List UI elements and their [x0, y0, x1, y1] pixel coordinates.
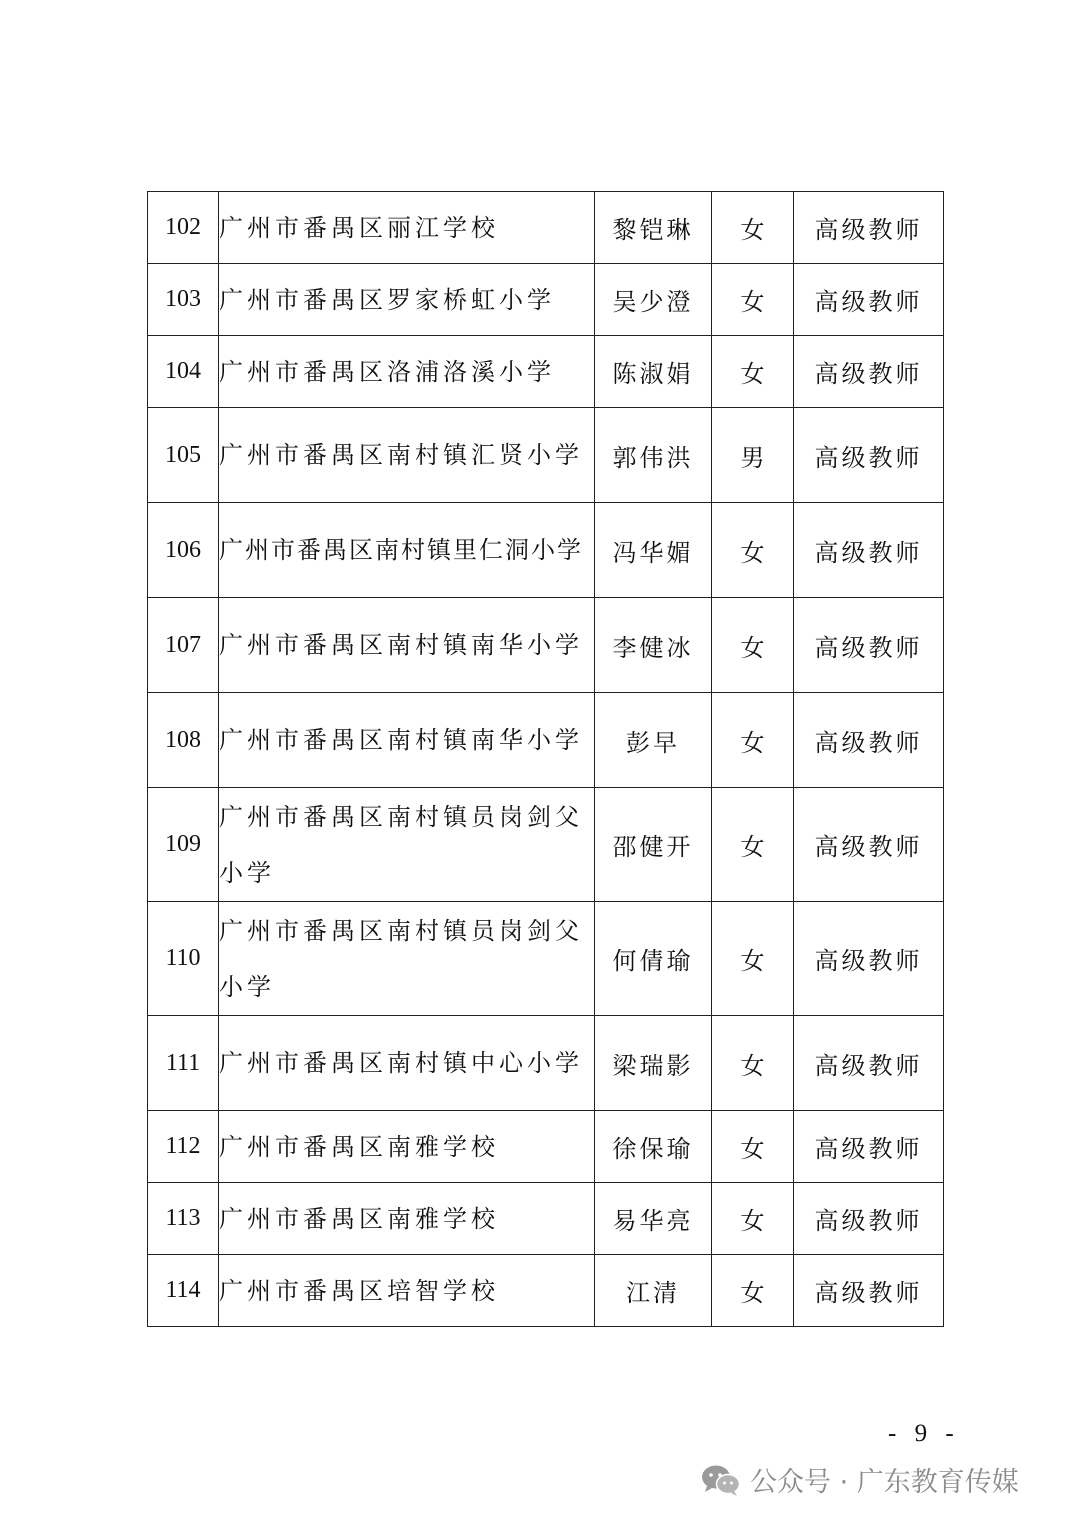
teacher-name: 易华亮: [595, 1183, 712, 1255]
table-row: [148, 598, 944, 693]
professional-title: 高级教师: [794, 503, 944, 598]
gender: 女: [712, 1111, 794, 1183]
teacher-name: 何倩瑜: [595, 902, 712, 1016]
row-number: 107: [148, 598, 219, 693]
teacher-name: 黎铠琳: [595, 192, 712, 264]
teacher-name: 梁瑞影: [595, 1016, 712, 1111]
gender: 女: [712, 693, 794, 788]
school-name: 广州市番禺区南雅学校: [219, 1183, 595, 1255]
gender: 男: [712, 408, 794, 503]
table-row: [148, 788, 944, 902]
gender: 女: [712, 788, 794, 902]
gender: 女: [712, 1183, 794, 1255]
teacher-name: 陈淑娟: [595, 336, 712, 408]
row-number: 112: [148, 1111, 219, 1183]
gender: 女: [712, 503, 794, 598]
gender: 女: [712, 264, 794, 336]
school-name: 广州市番禺区罗家桥虹小学: [219, 264, 595, 336]
table-row: [148, 503, 944, 598]
table-row: [148, 264, 944, 336]
school-name: 广州市番禺区南村镇南华小学: [219, 598, 595, 693]
row-number: 111: [148, 1016, 219, 1111]
teacher-name: 徐保瑜: [595, 1111, 712, 1183]
teacher-name: 吴少澄: [595, 264, 712, 336]
school-name: 广州市番禺区南村镇员岗剑父小学: [219, 902, 595, 1016]
professional-title: 高级教师: [794, 1111, 944, 1183]
professional-title: 高级教师: [794, 264, 944, 336]
professional-title: 高级教师: [794, 408, 944, 503]
table-row: [148, 693, 944, 788]
professional-title: 高级教师: [794, 1183, 944, 1255]
school-name: 广州市番禺区南雅学校: [219, 1111, 595, 1183]
teacher-name: 郭伟洪: [595, 408, 712, 503]
teacher-table: [147, 191, 944, 1327]
row-number: 105: [148, 408, 219, 503]
table-row: [148, 902, 944, 1016]
school-name: 广州市番禺区培智学校: [219, 1255, 595, 1327]
gender: 女: [712, 1255, 794, 1327]
gender: 女: [712, 192, 794, 264]
professional-title: 高级教师: [794, 788, 944, 902]
row-number: 114: [148, 1255, 219, 1327]
table-row: [148, 408, 944, 503]
teacher-name: 冯华媚: [595, 503, 712, 598]
professional-title: 高级教师: [794, 1016, 944, 1111]
school-name: 广州市番禺区丽江学校: [219, 192, 595, 264]
row-number: 108: [148, 693, 219, 788]
professional-title: 高级教师: [794, 693, 944, 788]
row-number: 102: [148, 192, 219, 264]
row-number: 113: [148, 1183, 219, 1255]
watermark: [700, 1460, 1019, 1499]
wechat-icon: [700, 1462, 742, 1498]
gender: 女: [712, 598, 794, 693]
professional-title: 高级教师: [794, 902, 944, 1016]
row-number: 106: [148, 503, 219, 598]
table-row: [148, 192, 944, 264]
professional-title: 高级教师: [794, 336, 944, 408]
school-name: 广州市番禺区南村镇南华小学: [219, 693, 595, 788]
table-row: [148, 1016, 944, 1111]
gender: 女: [712, 902, 794, 1016]
row-number: 103: [148, 264, 219, 336]
row-number: 104: [148, 336, 219, 408]
teacher-name: 彭早: [595, 693, 712, 788]
school-name: 广州市番禺区南村镇中心小学: [219, 1016, 595, 1111]
teacher-name: 李健冰: [595, 598, 712, 693]
school-name: 广州市番禺区洛浦洛溪小学: [219, 336, 595, 408]
school-name: 广州市番禺区南村镇汇贤小学: [219, 408, 595, 503]
table-row: [148, 1183, 944, 1255]
page-number: - 9 -: [888, 1420, 960, 1447]
school-name: 广州市番禺区南村镇员岗剑父小学: [219, 788, 595, 902]
professional-title: 高级教师: [794, 1255, 944, 1327]
teacher-name: 江清: [595, 1255, 712, 1327]
school-name: 广州市番禺区南村镇里仁洞小学: [219, 503, 595, 598]
watermark-text: 公众号 · 广东教育传媒: [750, 1467, 1019, 1498]
gender: 女: [712, 336, 794, 408]
gender: 女: [712, 1016, 794, 1111]
professional-title: 高级教师: [794, 192, 944, 264]
row-number: 110: [148, 902, 219, 1016]
teacher-name: 邵健开: [595, 788, 712, 902]
professional-title: 高级教师: [794, 598, 944, 693]
table-row: [148, 1111, 944, 1183]
table-row: [148, 1255, 944, 1327]
row-number: 109: [148, 788, 219, 902]
table-row: [148, 336, 944, 408]
